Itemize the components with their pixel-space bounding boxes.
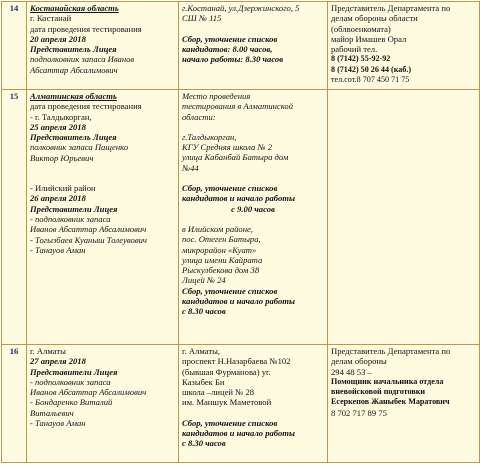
venue-address: Казыбек Би bbox=[182, 376, 225, 387]
venue-line: области: bbox=[182, 111, 216, 122]
schedule-note: с 8.30 часов bbox=[182, 306, 226, 317]
venue-address: г.Костанай, ул.Дзержинского, 5 bbox=[182, 3, 300, 13]
row-number: 14 bbox=[2, 2, 27, 90]
venue-address: проспект Н.Назарбаева №102 bbox=[182, 356, 291, 367]
venue-address: в Илийском районе, bbox=[182, 223, 253, 234]
spacer bbox=[182, 214, 324, 224]
venue-address: улица Кабанбай Батыра дом bbox=[182, 152, 289, 163]
city-name: г. Костанай bbox=[30, 13, 72, 24]
rep-name-line: Иванов Абсаттар Абсалимович bbox=[30, 224, 147, 235]
contact-cell bbox=[328, 90, 480, 345]
schedule-note: Сбор, уточнение списков bbox=[182, 285, 278, 296]
contact-line: Представитель Департамента по bbox=[331, 3, 451, 13]
venue-address: СШ № 115 bbox=[182, 13, 222, 24]
contact-name: Есеркепов Жаныбек Маратович bbox=[331, 397, 450, 407]
lyceum-rep-label: Представитель Лицея bbox=[30, 132, 117, 143]
schedule-note: кандидатов и начало работы bbox=[182, 193, 295, 204]
district-name: - Илийский район bbox=[30, 183, 96, 194]
schedule-note: с 9.00 часов bbox=[231, 203, 275, 214]
contact-phone: 8 (7142) 55-92-92 bbox=[331, 54, 391, 64]
city-name: - г. Талдыкорган, bbox=[30, 111, 92, 122]
contact-cell bbox=[328, 2, 480, 90]
venue-address: школа –лицей № 28 bbox=[182, 387, 255, 398]
region-cell bbox=[27, 90, 179, 345]
testing-date-label: дата проведения тестирования bbox=[30, 23, 142, 34]
rep-name-line: - Бондаренко Виталий bbox=[30, 397, 113, 408]
contact-phone: 8 702 717 89 75 bbox=[331, 407, 387, 418]
venue-address: им. Маншук Маметовой bbox=[182, 397, 272, 408]
contact-line: делам обороны области bbox=[331, 13, 418, 24]
spacer bbox=[182, 408, 324, 418]
lyceum-reps-label: Представители Лицея bbox=[30, 203, 118, 214]
table-row bbox=[2, 2, 480, 90]
venue-address: г.Талдыкорган, bbox=[182, 131, 237, 142]
table-row bbox=[2, 90, 480, 345]
region-name: Костанайская область bbox=[30, 3, 119, 13]
venue-address: улица имени Кайрата bbox=[182, 254, 263, 265]
rep-name-line: - Танауов Аман bbox=[30, 244, 86, 255]
schedule-note: Сбор, уточнение списков bbox=[182, 417, 278, 428]
region-cell bbox=[27, 345, 179, 463]
contact-line: (облвоенкомата) bbox=[331, 23, 391, 34]
venue-address: микрорайон «Куат» bbox=[182, 244, 257, 255]
venue-cell bbox=[179, 345, 328, 463]
row-number: 15 bbox=[2, 90, 27, 345]
schedule-note: кандидатов и начало работы bbox=[182, 296, 295, 307]
schedule-note: Сбор, уточнение списков bbox=[182, 183, 278, 194]
row-number: 16 bbox=[2, 345, 27, 463]
venue-address: КГУ Средняя школа № 2 bbox=[182, 142, 273, 153]
schedule-table bbox=[1, 1, 480, 463]
venue-address: Лицей № 24 bbox=[182, 275, 226, 286]
venue-line: тестирования в Алматинской bbox=[182, 101, 294, 112]
lyceum-rep-label: Представитель Лицея bbox=[30, 44, 117, 55]
city-name: г. Алматы bbox=[30, 346, 66, 356]
rep-name-line: - Танауов Аман bbox=[30, 418, 86, 429]
venue-address: г. Алматы, bbox=[182, 346, 220, 356]
rep-name-line: Виктор Юрьевич bbox=[30, 152, 94, 163]
testing-date: 20 апреля 2018 bbox=[30, 33, 86, 44]
contact-phone: тел.сот.8 707 450 71 75 bbox=[331, 75, 410, 85]
rep-name-line: - подполковник запаса bbox=[30, 376, 111, 387]
contact-line: рабочий тел. bbox=[331, 44, 378, 55]
contact-line: Представитель Департамента по bbox=[331, 346, 451, 356]
testing-date-label: дата проведения тестирования bbox=[30, 101, 142, 112]
venue-address: Рыскулбекова дом 38 bbox=[182, 265, 260, 276]
region-name: Алматинская область bbox=[30, 91, 117, 101]
spacer bbox=[30, 163, 175, 183]
testing-date: 25 апреля 2018 bbox=[30, 121, 86, 132]
spacer bbox=[182, 122, 324, 132]
venue-address: №44 bbox=[182, 162, 199, 173]
region-cell bbox=[27, 2, 179, 90]
contact-phone: 294 48 53 – bbox=[331, 366, 372, 377]
rep-name-line: Иванов Абсаттар Абсалимович bbox=[30, 387, 147, 398]
contact-cell bbox=[328, 345, 480, 463]
venue-cell bbox=[179, 90, 328, 345]
lyceum-reps-label: Представители Лицея bbox=[30, 366, 118, 377]
schedule-note: кандидатов: 8.00 часов, bbox=[182, 43, 273, 54]
rep-name-line: - подполковник запаса bbox=[30, 213, 111, 224]
venue-address: пос. Отеген Батыра, bbox=[182, 234, 261, 245]
rep-name-line: Абсаттар Абсалимович bbox=[30, 64, 118, 75]
schedule-note: кандидатов и начало работы bbox=[182, 428, 295, 439]
contact-phone: 8 (7142) 50 26 44 (каб.) bbox=[331, 64, 412, 74]
spacer bbox=[182, 173, 324, 183]
contact-line: делам обороны bbox=[331, 356, 387, 367]
schedule-note: с 8.30 часов bbox=[182, 438, 226, 449]
rep-name-line: подполковник запаса Иванов bbox=[30, 54, 135, 65]
testing-date: 26 апреля 2018 bbox=[30, 193, 86, 204]
venue-cell bbox=[179, 2, 328, 90]
contact-line: Помощник начальника отдела bbox=[331, 376, 444, 386]
table-row bbox=[2, 345, 480, 463]
rep-name-line: Витальевич bbox=[30, 407, 74, 418]
rep-name-line: - Тогызбаев Куаныш Толеувович bbox=[30, 234, 147, 245]
spacer bbox=[182, 24, 324, 34]
venue-address: (бывшая Фурманова) уг. bbox=[182, 366, 271, 377]
schedule-note: Сбор, уточнение списков bbox=[182, 33, 278, 44]
schedule-note: начало работы: 8.30 часов bbox=[182, 54, 284, 65]
contact-line: вневойсковой подготовки bbox=[331, 387, 426, 397]
testing-date: 27 апреля 2018 bbox=[30, 356, 86, 367]
rep-name-line: полковник запаса Пащенко bbox=[30, 142, 129, 153]
contact-name: майор Имашев Орал bbox=[331, 33, 407, 44]
venue-line: Место проведения bbox=[182, 91, 251, 101]
